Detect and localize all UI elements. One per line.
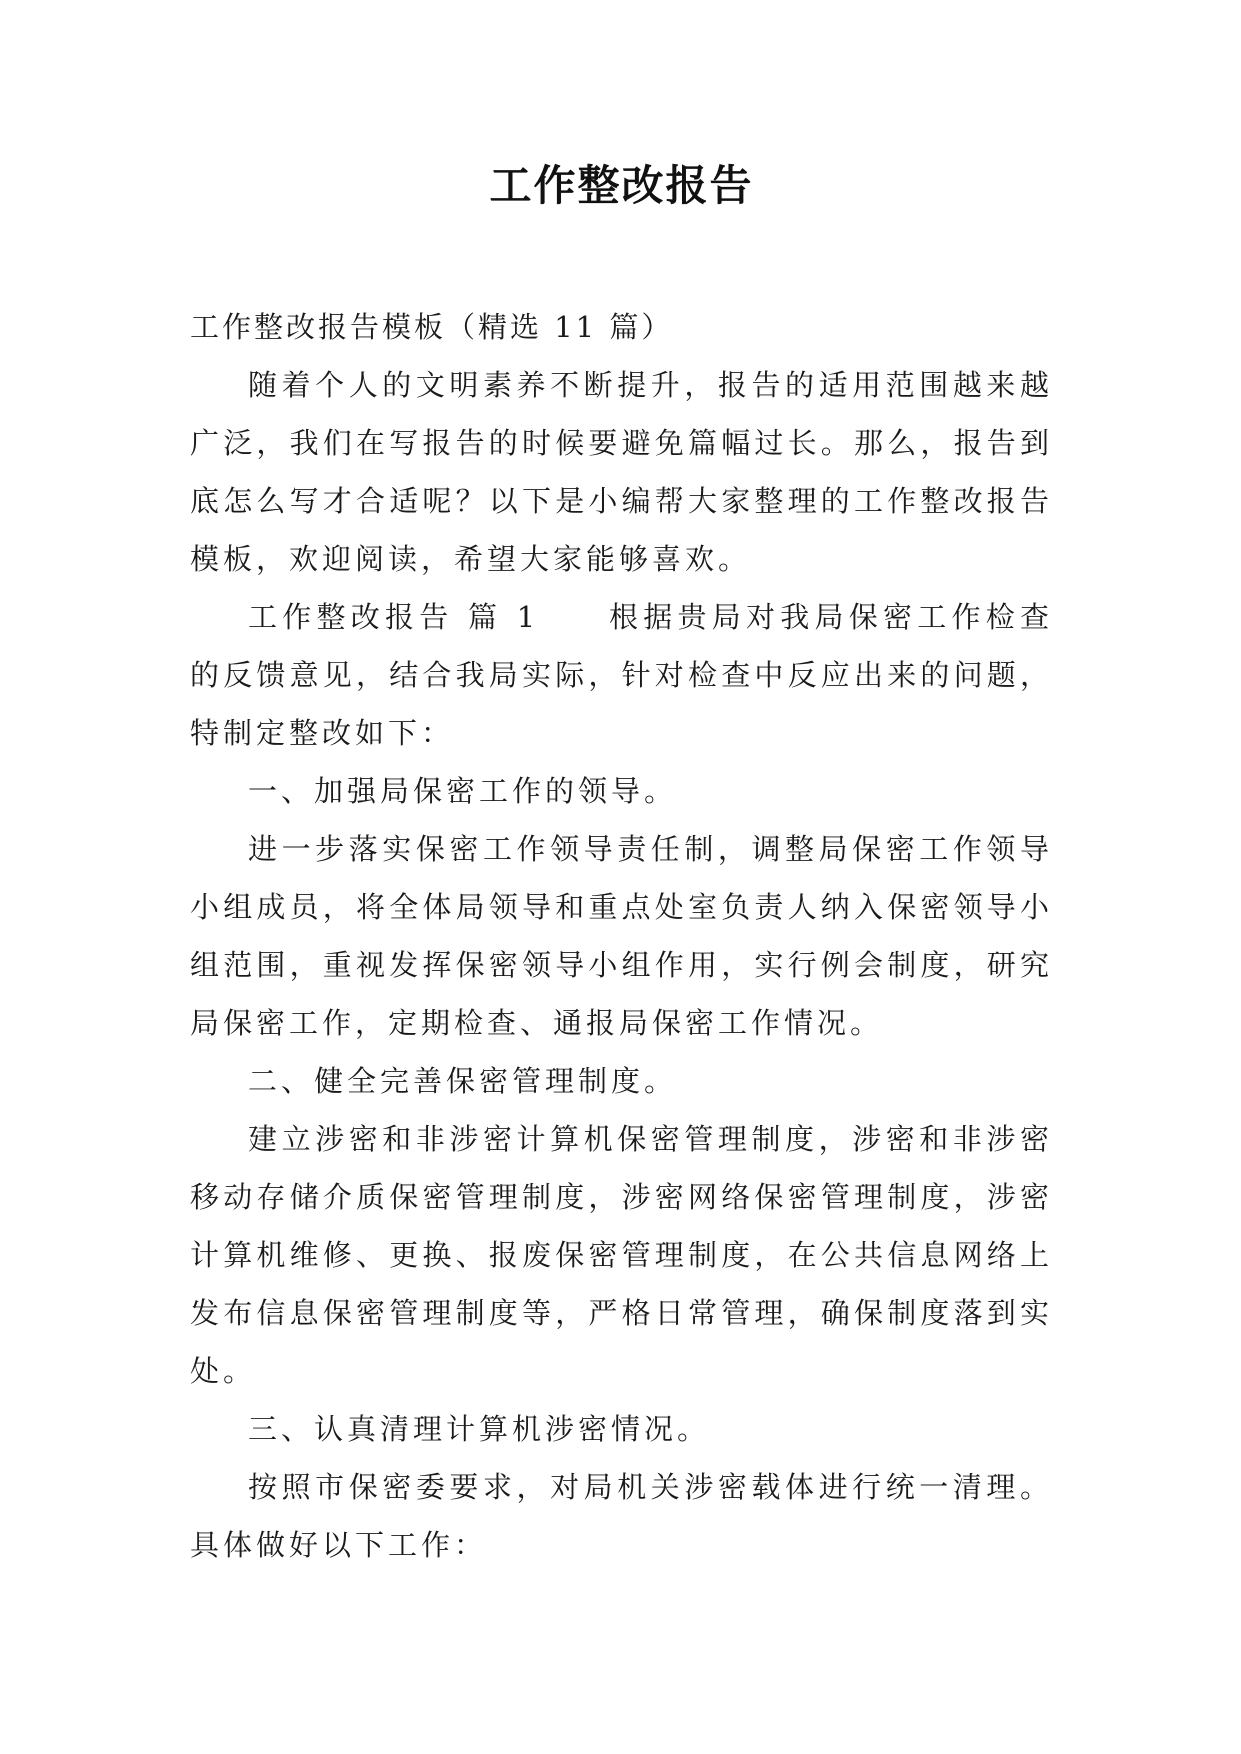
heading-improve-rules: 二、健全完善保密管理制度。 [248, 1064, 678, 1098]
cleanup-paragraph: 按照市保密委要求，对局机关涉密载体进行统一清理。具体做好以下工作： [190, 1470, 1053, 1562]
heading-strengthen-leadership: 一、加强局保密工作的领导。 [248, 774, 678, 808]
intro-paragraph: 随着个人的文明素养不断提升，报告的适用范围越来越广泛，我们在写报告的时候要避免篇幅过长。那么，报告到底怎么写才合适呢？以下是小编帮大家整理的工作整改报告模板，欢迎阅读，希望大家能够喜欢。 [190, 368, 1053, 576]
heading-computer-cleanup: 三、认真清理计算机涉密情况。 [248, 1412, 711, 1446]
leadership-paragraph: 进一步落实保密工作领导责任制，调整局保密工作领导小组成员，将全体局领导和重点处室负责人纳入保密领导小组范围，重视发挥保密领导小组作用，实行例会制度，研究局保密工作，定期检查、通报局保密工作情况。 [190, 832, 1053, 1040]
document-title: 工作整改报告 [489, 161, 754, 210]
document-subtitle: 工作整改报告模板（精选 11 篇） [190, 310, 674, 344]
rules-paragraph: 建立涉密和非涉密计算机保密管理制度，涉密和非涉密移动存储介质保密管理制度，涉密网络保密管理制度，涉密计算机维修、更换、报废保密管理制度，在公共信息网络上发布信息保密管理制度等，严格日常管理，确保制度落到实处。 [190, 1122, 1053, 1388]
section-1-opening-paragraph: 工作整改报告 篇 1 根据贵局对我局保密工作检查的反馈意见，结合我局实际，针对检查中反应出来的问题，特制定整改如下： [190, 600, 1053, 750]
